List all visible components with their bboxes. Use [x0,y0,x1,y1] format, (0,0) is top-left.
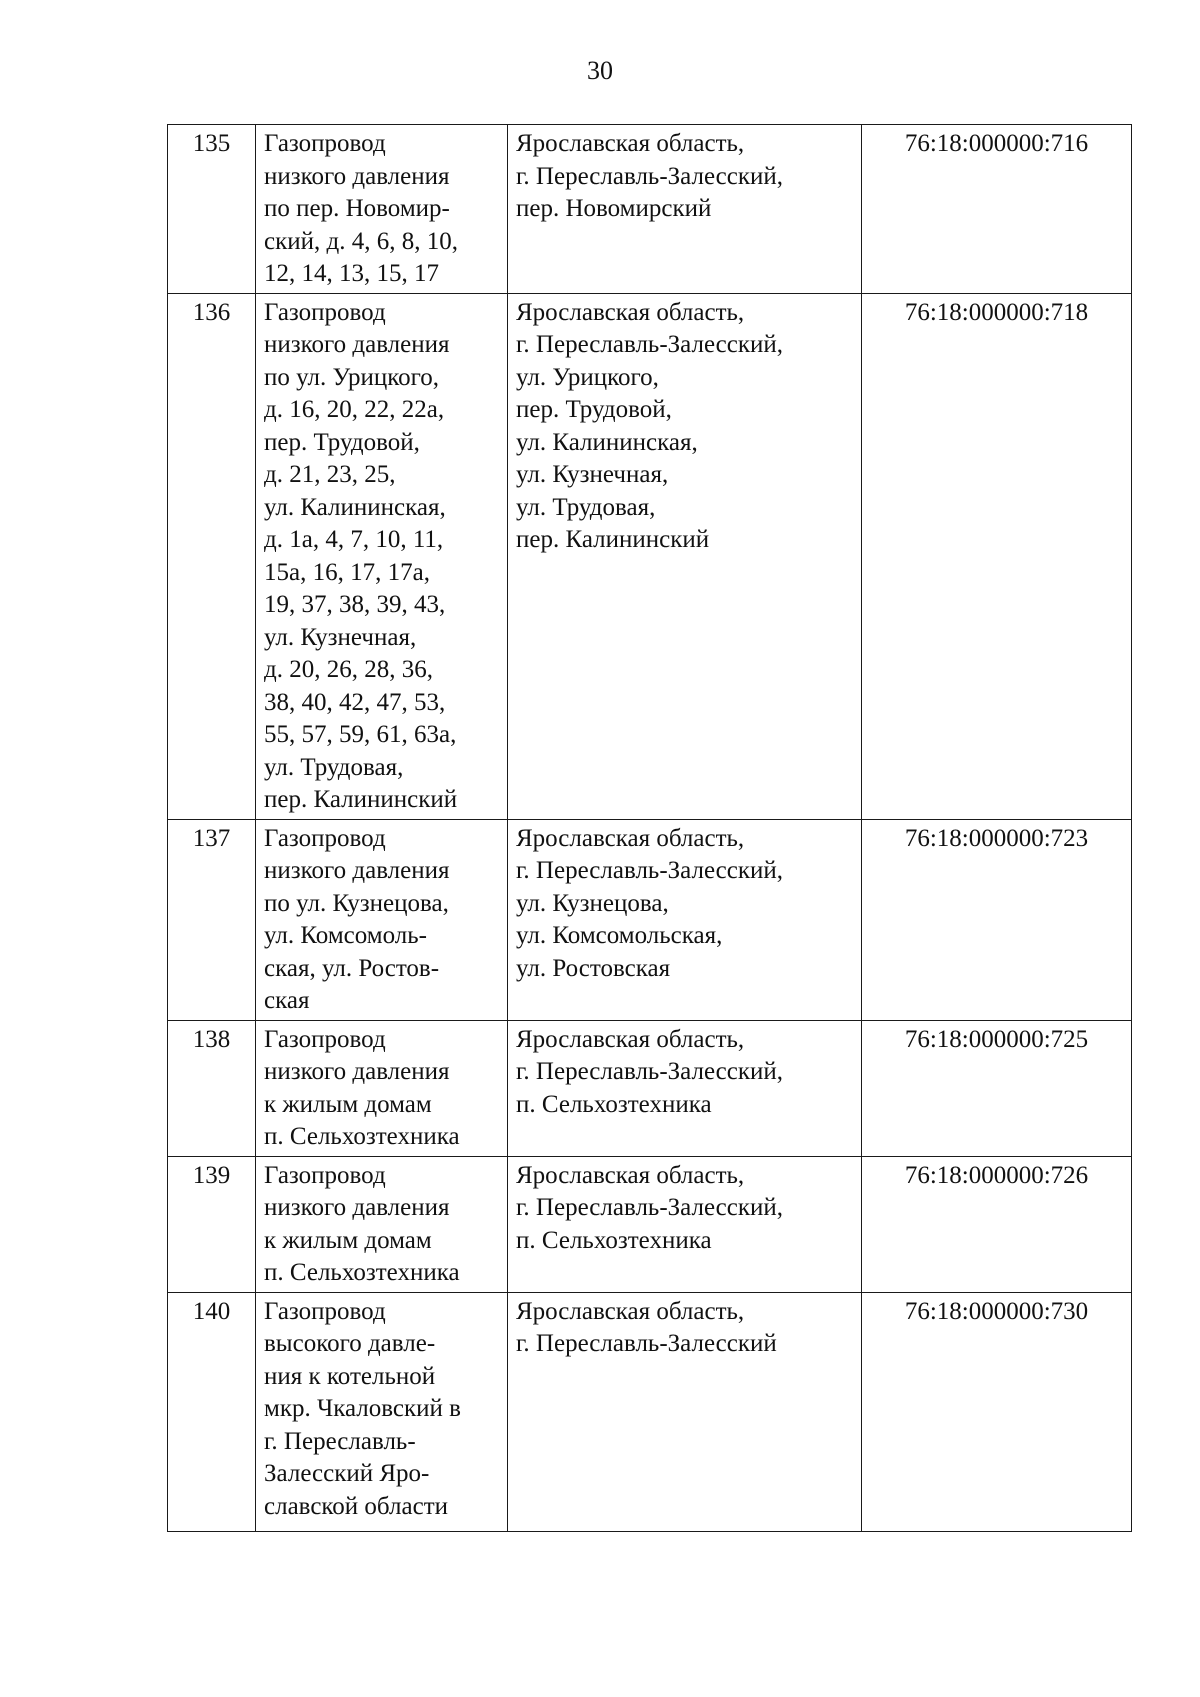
address-cell: Ярославская область, г. Переславль-Залесский, пер. Новомирский [508,125,862,294]
table-row [168,125,1132,294]
gas-pipeline-registry-table [167,124,1132,1532]
cadastral-number-cell: 76:18:000000:725 [862,1020,1132,1156]
row-number-cell: 136 [168,293,256,819]
object-name-cell: Газопровод высокого давле- ния к котельной мкр. Чкаловский в г. Переславль- Залесский Яро- славской области [256,1292,508,1532]
address-cell: Ярославская область, г. Переславль-Залесский [508,1292,862,1532]
row-number-cell: 138 [168,1020,256,1156]
cadastral-number-cell: 76:18:000000:718 [862,293,1132,819]
cadastral-number-cell: 76:18:000000:723 [862,819,1132,1020]
row-number-cell: 137 [168,819,256,1020]
table-row [168,1292,1132,1532]
address-cell: Ярославская область, г. Переславль-Залесский, п. Сельхозтехника [508,1020,862,1156]
table-row [168,1156,1132,1292]
object-name-cell: Газопровод низкого давления по пер. Новомир- ский, д. 4, 6, 8, 10, 12, 14, 13, 15, 17 [256,125,508,294]
address-cell: Ярославская область, г. Переславль-Залесский, ул. Урицкого, пер. Трудовой, ул. Калининская, ул. Кузнечная, ул. Трудовая, пер. Калининский [508,293,862,819]
address-cell: Ярославская область, г. Переславль-Залесский, ул. Кузнецова, ул. Комсомольская, ул. Ростовская [508,819,862,1020]
cadastral-number-cell: 76:18:000000:730 [862,1292,1132,1532]
object-name-cell: Газопровод низкого давления к жилым домам п. Сельхозтехника [256,1020,508,1156]
cadastral-number-cell: 76:18:000000:716 [862,125,1132,294]
object-name-cell: Газопровод низкого давления по ул. Урицкого, д. 16, 20, 22, 22а, пер. Трудовой, д. 21, 23, 25, ул. Калининская, д. 1а, 4, 7, 10, 11, 15а, 16, 17, 17а, 19, 37, 38, 39, 43, ул. Кузнечная, д. 20, 26, 28, 36, 38, 40, 42, 47, 53, 55, 57, 59, 61, 63а, ул. Трудовая, пер. Калининский [256,293,508,819]
cadastral-number-cell: 76:18:000000:726 [862,1156,1132,1292]
row-number-cell: 139 [168,1156,256,1292]
table-row [168,293,1132,819]
table-row [168,819,1132,1020]
address-cell: Ярославская область, г. Переславль-Залесский, п. Сельхозтехника [508,1156,862,1292]
object-name-cell: Газопровод низкого давления по ул. Кузнецова, ул. Комсомоль- ская, ул. Ростов- ская [256,819,508,1020]
table-row [168,1020,1132,1156]
row-number-cell: 140 [168,1292,256,1532]
row-number-cell: 135 [168,125,256,294]
object-name-cell: Газопровод низкого давления к жилым домам п. Сельхозтехника [256,1156,508,1292]
page-number: 30 [587,56,613,85]
